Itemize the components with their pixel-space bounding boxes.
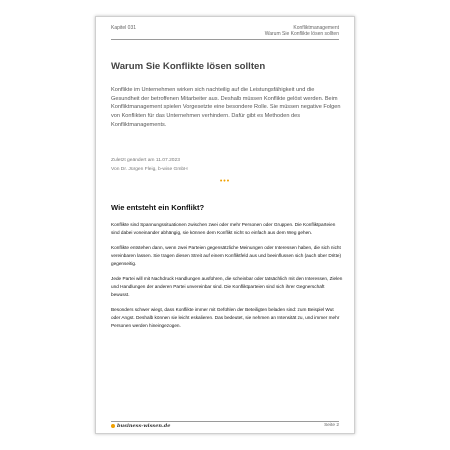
subsection-label: Warum Sie Konflikte lösen sollten (264, 31, 339, 37)
last-updated: Zuletzt geändert am 11.07.2023 (111, 158, 180, 163)
section-separator: ••• (219, 178, 231, 185)
body-paragraph: Besonders schwer wiegt, dass Konflikte immer mit Gefühlen der Beteiligten beladen sind: zum Beispiel Wut oder Angst. Deshalb können sie leicht eskalieren. Das bedeutet, sie nehmen an Intensität zu, und immer mehr Personen werden hineingezogen. (111, 307, 340, 328)
logo-text: business-wissen.de (117, 423, 171, 429)
section-heading: Wie entsteht ein Konflikt? (111, 203, 205, 212)
body-paragraph: Konflikte entstehen dann, wenn zwei Parteien gegensätzliche Meinungen oder Interessen haben, die sich nicht vereinbaren lassen. Sie tragen diesen Streit auf einem Konfliktfeld aus und beeinflussen sich (auch über Dritte) gegenseitig. (111, 245, 342, 266)
chapter-label: Kapitel 031 (111, 25, 137, 31)
footer-logo (111, 423, 170, 429)
article-meta (111, 157, 188, 175)
footer-divider (111, 421, 339, 422)
page-number: Seite 2 (324, 423, 339, 428)
author-line: Von Dr. Jürgen Fleig, b-wise GmbH (111, 166, 188, 172)
body-paragraph: Jede Partei will mit Nachdruck Handlungen ausführen, die scheinbar oder tatsächlich mit den Interessen, Zielen und Handlungen der anderen Partei unvereinbar sind. Die Konfliktparteien sind sich ihrer Gegnerschaft bewusst. (111, 276, 343, 297)
body-paragraph: Konflikte sind Spannungssituationen zwischen zwei oder mehr Personen oder Gruppen. Die Konfliktparteien sind dabei voneinander abhängig, sie können dem Konflikt nicht so einfach aus dem Weg gehen. (111, 222, 336, 235)
section-body (111, 221, 343, 337)
header-divider (111, 39, 339, 40)
section-label: Konfliktmanagement (293, 25, 339, 31)
logo-dot-icon (111, 424, 115, 428)
article-intro: Konflikte im Unternehmen wirken sich nachteilig auf die Leistungsfähigkeit und die Gesundheit der betroffenen Mitarbeiter aus. Deshalb müssen Konflikte gelöst werden. Beim Konfliktmanagement spielen Vorgesetzte eine besondere Rolle. Sie müssen negative Folgen von Konflikten für das Unternehmen verhindern. Dafür gibt es Methoden des Konfliktmanagements. (111, 87, 341, 128)
document-page (95, 16, 355, 434)
article-title: Warum Sie Konflikte lösen sollten (111, 61, 266, 72)
running-header (265, 25, 339, 37)
